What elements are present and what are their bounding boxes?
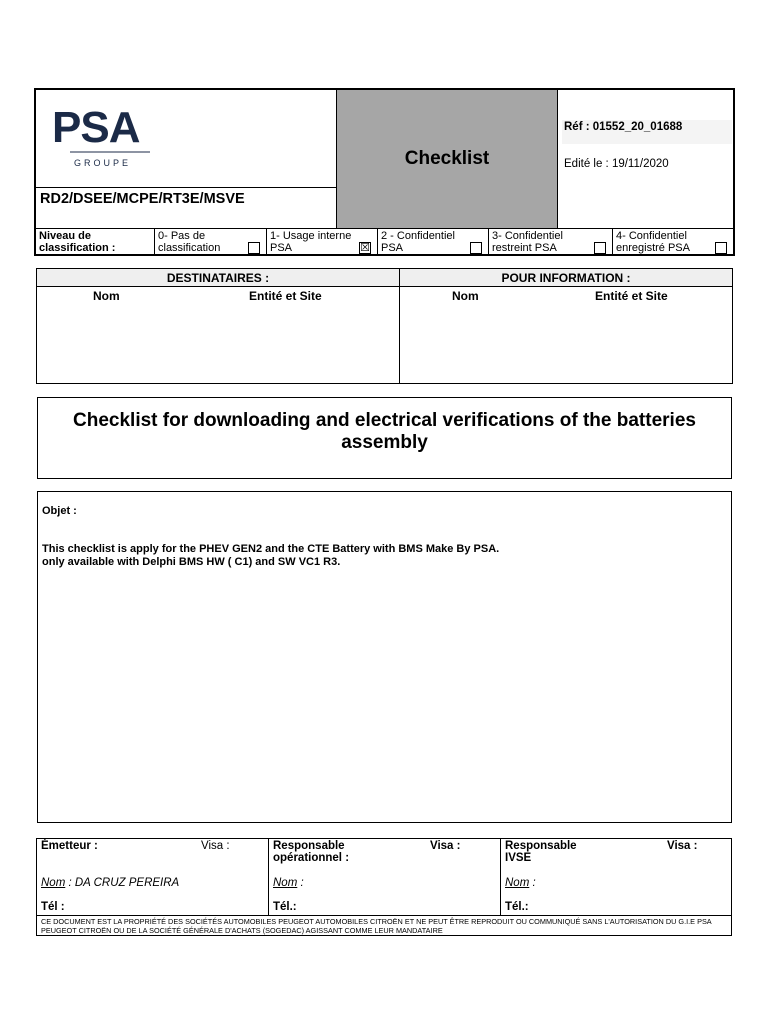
logo-cell <box>36 90 337 188</box>
resp-op-visa: Visa : <box>430 840 461 852</box>
emetteur-tel: Tél : <box>41 901 65 913</box>
option-label: 1- Usage interne PSA <box>270 230 352 254</box>
nom-value: : DA CRUZ PEREIRA <box>65 877 180 889</box>
destinataires-header: DESTINATAIRES : <box>37 269 399 287</box>
objet-line-2: only available with Delphi BMS HW ( C1) and SW VC1 R3. <box>42 556 341 568</box>
classification-option-4[interactable] <box>613 229 733 255</box>
edit-date: Edité le : 19/11/2020 <box>564 158 669 170</box>
department-code: RD2/DSEE/MCPE/RT3E/MSVE <box>36 188 337 228</box>
resp-ivse-tel: Tél.: <box>505 901 529 913</box>
classification-option-1[interactable] <box>267 229 378 255</box>
objet-line-1: This checklist is apply for the PHEV GEN2 and the CTE Battery with BMS Make By PSA. <box>42 543 500 555</box>
signature-table <box>36 838 732 936</box>
checkbox[interactable] <box>594 242 606 254</box>
nom-value: : <box>297 877 304 889</box>
option-label: 4- Confidentiel enregistré PSA <box>616 230 690 254</box>
option-label: 0- Pas de classification <box>158 230 221 254</box>
classification-option-0[interactable] <box>155 229 267 255</box>
resp-op-tel: Tél.: <box>273 901 297 913</box>
emetteur-visa: Visa : <box>201 840 230 852</box>
info-col-entite: Entité et Site <box>595 289 668 303</box>
resp-op-cell <box>269 839 501 915</box>
dest-col-entite: Entité et Site <box>249 289 322 303</box>
document-header <box>34 88 735 256</box>
option-label: 3- Confidentiel restreint PSA <box>492 230 563 254</box>
option-label: 2 - Confidentiel PSA <box>381 230 455 254</box>
emetteur-cell <box>37 839 269 915</box>
classification-row <box>36 228 733 256</box>
emetteur-title: Émetteur : <box>41 840 98 852</box>
checkbox[interactable] <box>248 242 260 254</box>
objet-box <box>37 491 732 823</box>
resp-op-nom <box>273 877 304 889</box>
logo-subtext: GROUPE <box>74 158 132 168</box>
nom-label: Nom <box>41 877 66 889</box>
checkbox-checked[interactable]: ☒ <box>360 242 370 254</box>
reference-number: Réf : 01552_20_01688 <box>562 120 732 144</box>
pour-information-header: POUR INFORMATION : <box>400 269 732 287</box>
classification-label: Niveau de classification : <box>36 229 155 255</box>
resp-ivse-nom <box>505 877 536 889</box>
nom-value: : <box>529 877 536 889</box>
legal-disclaimer: CE DOCUMENT EST LA PROPRIÉTÉ DES SOCIÉTÉS AUTOMOBILES PEUGEOT AUTOMOBILES CITROËN ET NE PEUT ÊTRE REPRODUIT OU COMMUNIQUÉ SANS L'AUTORISATION DU G.I.E PSA PEUGEOT CITROËN OU DE LA SOCIÉTÉ GÉNÉRALE D'ACHATS (SOGEDAC) AGISSANT COMME LEUR MANDATAIRE <box>37 915 731 935</box>
document-title: Checklist for downloading and electrical verifications of the batteries assembly <box>37 397 732 479</box>
nom-label: Nom <box>273 877 298 889</box>
resp-op-title: Responsable opérationnel : <box>273 840 350 864</box>
checkbox[interactable] <box>470 242 482 254</box>
resp-ivse-visa: Visa : <box>667 840 698 852</box>
recipients-table <box>36 268 733 384</box>
resp-ivse-cell <box>501 839 731 915</box>
emetteur-nom <box>41 877 179 889</box>
column-divider <box>399 269 400 383</box>
psa-logo <box>50 102 180 172</box>
objet-label: Objet : <box>42 505 77 517</box>
checkbox[interactable] <box>715 242 727 254</box>
doc-type-title: Checklist <box>337 90 558 228</box>
classification-option-2[interactable] <box>378 229 489 255</box>
reference-cell <box>558 90 735 228</box>
info-col-nom: Nom <box>452 289 479 303</box>
classification-option-3[interactable] <box>489 229 613 255</box>
dest-col-nom: Nom <box>93 289 120 303</box>
logo-wordmark: PSA <box>52 103 140 152</box>
nom-label: Nom <box>505 877 530 889</box>
resp-ivse-title: Responsable IVSE <box>505 840 577 864</box>
